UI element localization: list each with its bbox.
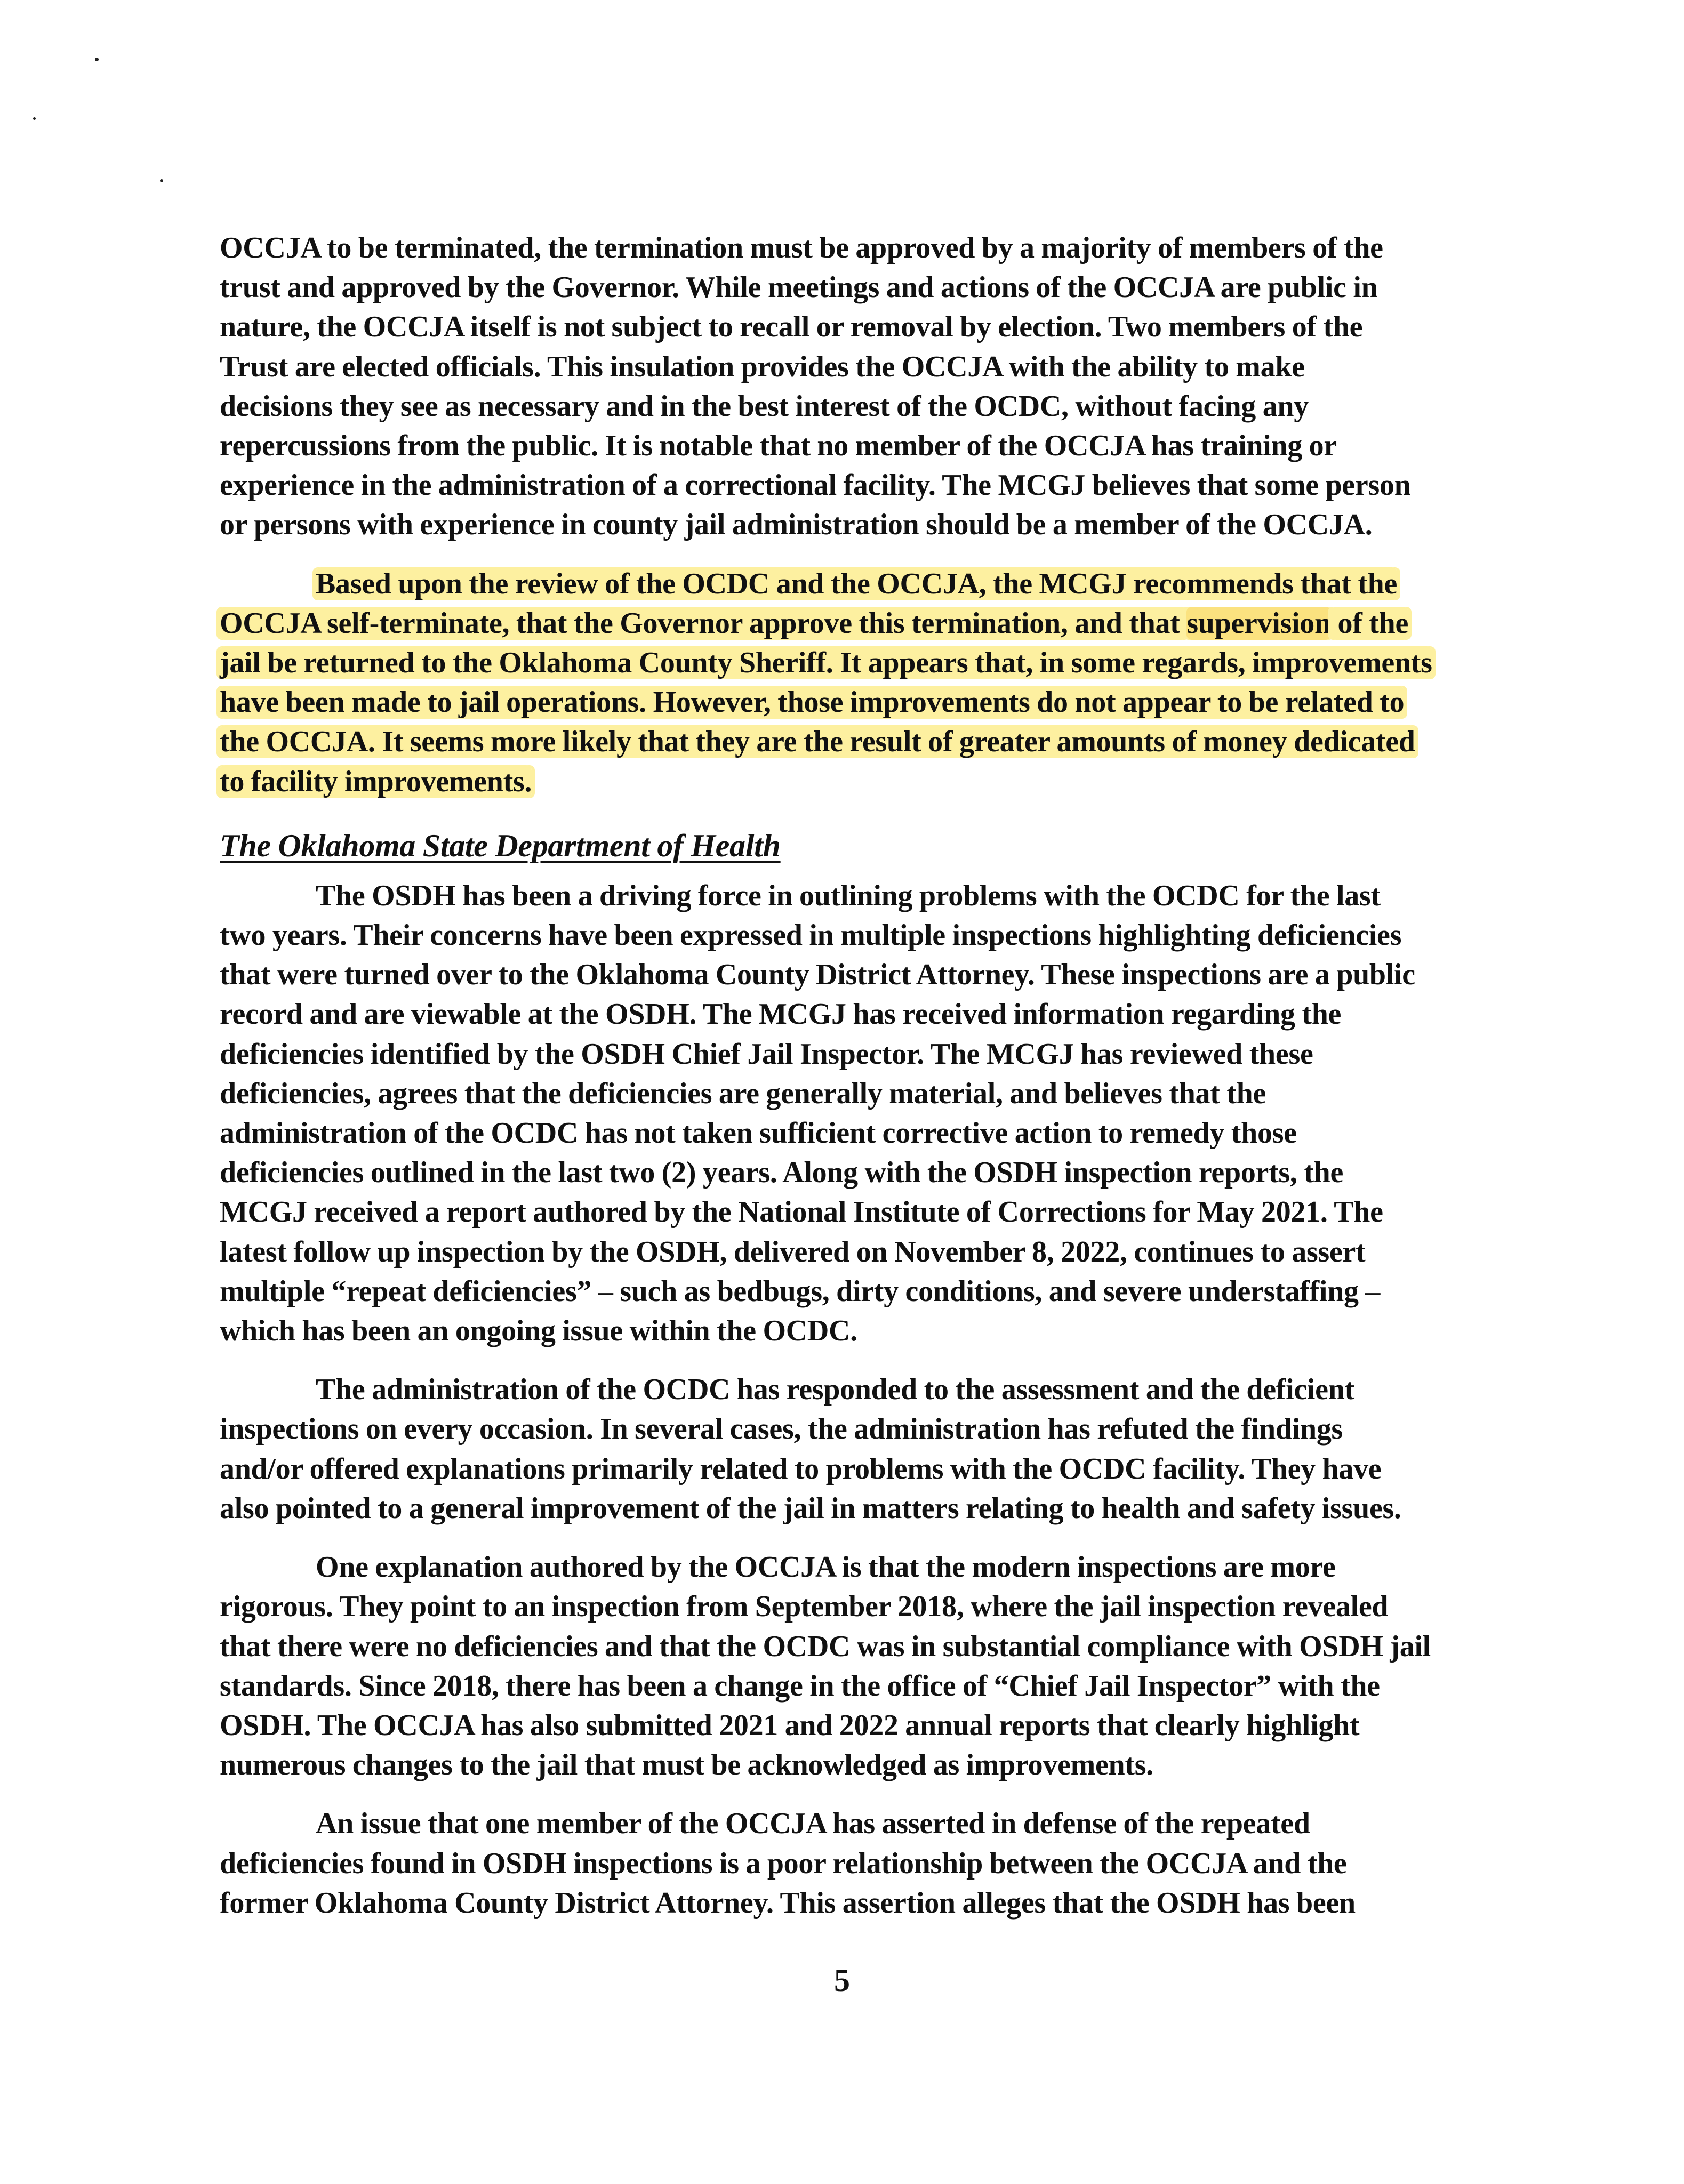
text-line: latest follow up inspection by the OSDH, delivered on November 8, 2022, continues to assert [220, 1235, 1366, 1268]
text-line: trust and approved by the Governor. While meetings and actions of the OCCJA are public in [220, 271, 1378, 304]
text-line: nature, the OCCJA itself is not subject to recall or removal by election. Two members of the [220, 310, 1363, 344]
paragraph-district-attorney-relationship [220, 1804, 1457, 1923]
text-line [220, 643, 1457, 682]
text-line: standards. Since 2018, there has been a change in the office of “Chief Jail Inspector” with the [220, 1669, 1380, 1703]
text-line: two years. Their concerns have been expressed in multiple inspections highlighting deficiencies [220, 919, 1402, 952]
text-line: deficiencies outlined in the last two (2) years. Along with the OSDH inspection reports, the [220, 1156, 1344, 1190]
text-line: numerous changes to the jail that must be acknowledged as improvements. [220, 1748, 1153, 1782]
scan-speck [95, 58, 99, 61]
text-line: decisions they see as necessary and in the best interest of the OCDC, without facing any [220, 389, 1309, 423]
text-line: that were turned over to the Oklahoma County District Attorney. These inspections are a public [220, 958, 1415, 992]
highlighted-text: to facility improvements. [220, 765, 532, 798]
text-line: or persons with experience in county jail administration should be a member of the OCCJA. [220, 508, 1373, 542]
highlighted-text: jail be returned to the Oklahoma County Sheriff. It appears that, in some regards, improvements [220, 646, 1432, 680]
highlighted-text: of the [1330, 606, 1409, 640]
text-line: multiple “repeat deficiencies” – such as bedbugs, dirty conditions, and severe understaffing – [220, 1274, 1381, 1308]
text-line [220, 682, 1457, 722]
text-line: The OSDH has been a driving force in outlining problems with the OCDC for the last [316, 879, 1381, 912]
document-body [220, 228, 1457, 1923]
section-heading: The Oklahoma State Department of Health [220, 828, 781, 863]
paragraph-administration-response [220, 1370, 1457, 1528]
text-line: former Oklahoma County District Attorney. This assertion alleges that the OSDH has been [220, 1886, 1356, 1920]
text-line: rigorous. They point to an inspection from September 2018, where the jail inspection revealed [220, 1590, 1389, 1624]
text-line: administration of the OCDC has not taken sufficient corrective action to remedy those [220, 1117, 1297, 1150]
text-line: OSDH. The OCCJA has also submitted 2021 and 2022 annual reports that clearly highlight [220, 1708, 1360, 1742]
text-line: record and are viewable at the OSDH. The MCGJ has received information regarding the [220, 998, 1342, 1031]
highlighted-text: OCCJA self-terminate, that the Governor approve this termination, and that [220, 606, 1187, 640]
text-line [220, 762, 1457, 801]
paragraph-osdh-driving-force [220, 876, 1457, 1351]
highlighted-text: have been made to jail operations. However, those improvements do not appear to be related to [220, 686, 1405, 719]
page-number: 5 [834, 1963, 850, 1998]
text-line: One explanation authored by the OCCJA is that the modern inspections are more [316, 1551, 1336, 1584]
paragraph-gap [220, 1528, 1457, 1547]
text-line: MCGJ received a report authored by the National Institute of Corrections for May 2021. The [220, 1195, 1383, 1229]
text-line: The administration of the OCDC has responded to the assessment and the deficient [316, 1373, 1354, 1407]
highlighted-text: the OCCJA. It seems more likely that they are the result of greater amounts of money dedicated [220, 725, 1415, 759]
paragraph-gap [220, 1351, 1457, 1370]
text-line [220, 564, 1457, 604]
text-line: inspections on every occasion. In several cases, the administration has refuted the findings [220, 1412, 1343, 1446]
highlighted-text: Based upon the review of the OCDC and the OCCJA, the MCGJ recommends that the [316, 567, 1398, 600]
paragraph-gap [220, 545, 1457, 564]
text-line: deficiencies identified by the OSDH Chief Jail Inspector. The MCGJ has reviewed these [220, 1037, 1313, 1071]
text-line: deficiencies found in OSDH inspections is a poor relationship between the OCCJA and the [220, 1846, 1347, 1880]
paragraph-modern-inspections [220, 1547, 1457, 1785]
text-line [220, 722, 1457, 761]
paragraph-gap [220, 1785, 1457, 1804]
text-line: An issue that one member of the OCCJA has asserted in defense of the repeated [316, 1807, 1310, 1841]
paragraph-recommendation-highlighted [220, 564, 1457, 801]
text-line: Trust are elected officials. This insulation provides the OCCJA with the ability to make [220, 350, 1305, 383]
text-line: repercussions from the public. It is notable that no member of the OCCJA has training or [220, 429, 1337, 463]
text-line: also pointed to a general improvement of the jail in matters relating to health and safety issues. [220, 1491, 1401, 1525]
text-line: and/or offered explanations primarily related to problems with the OCDC facility. They have [220, 1452, 1382, 1486]
scan-speck [160, 179, 163, 182]
paragraph-occja-termination [220, 228, 1457, 545]
text-line: experience in the administration of a correctional facility. The MCGJ believes that some person [220, 469, 1411, 502]
text-line [220, 604, 1457, 643]
text-line: which has been an ongoing issue within the OCDC. [220, 1314, 857, 1348]
paragraph-gap [220, 801, 1457, 821]
text-line: that there were no deficiencies and that the OCDC was in substantial compliance with OSDH jail [220, 1629, 1431, 1663]
highlighted-text-emphasis: supervision [1186, 606, 1331, 640]
scan-speck [33, 117, 36, 120]
text-line: deficiencies, agrees that the deficiencies are generally material, and believes that the [220, 1077, 1266, 1110]
text-line: OCCJA to be terminated, the termination must be approved by a majority of members of the [220, 231, 1383, 264]
